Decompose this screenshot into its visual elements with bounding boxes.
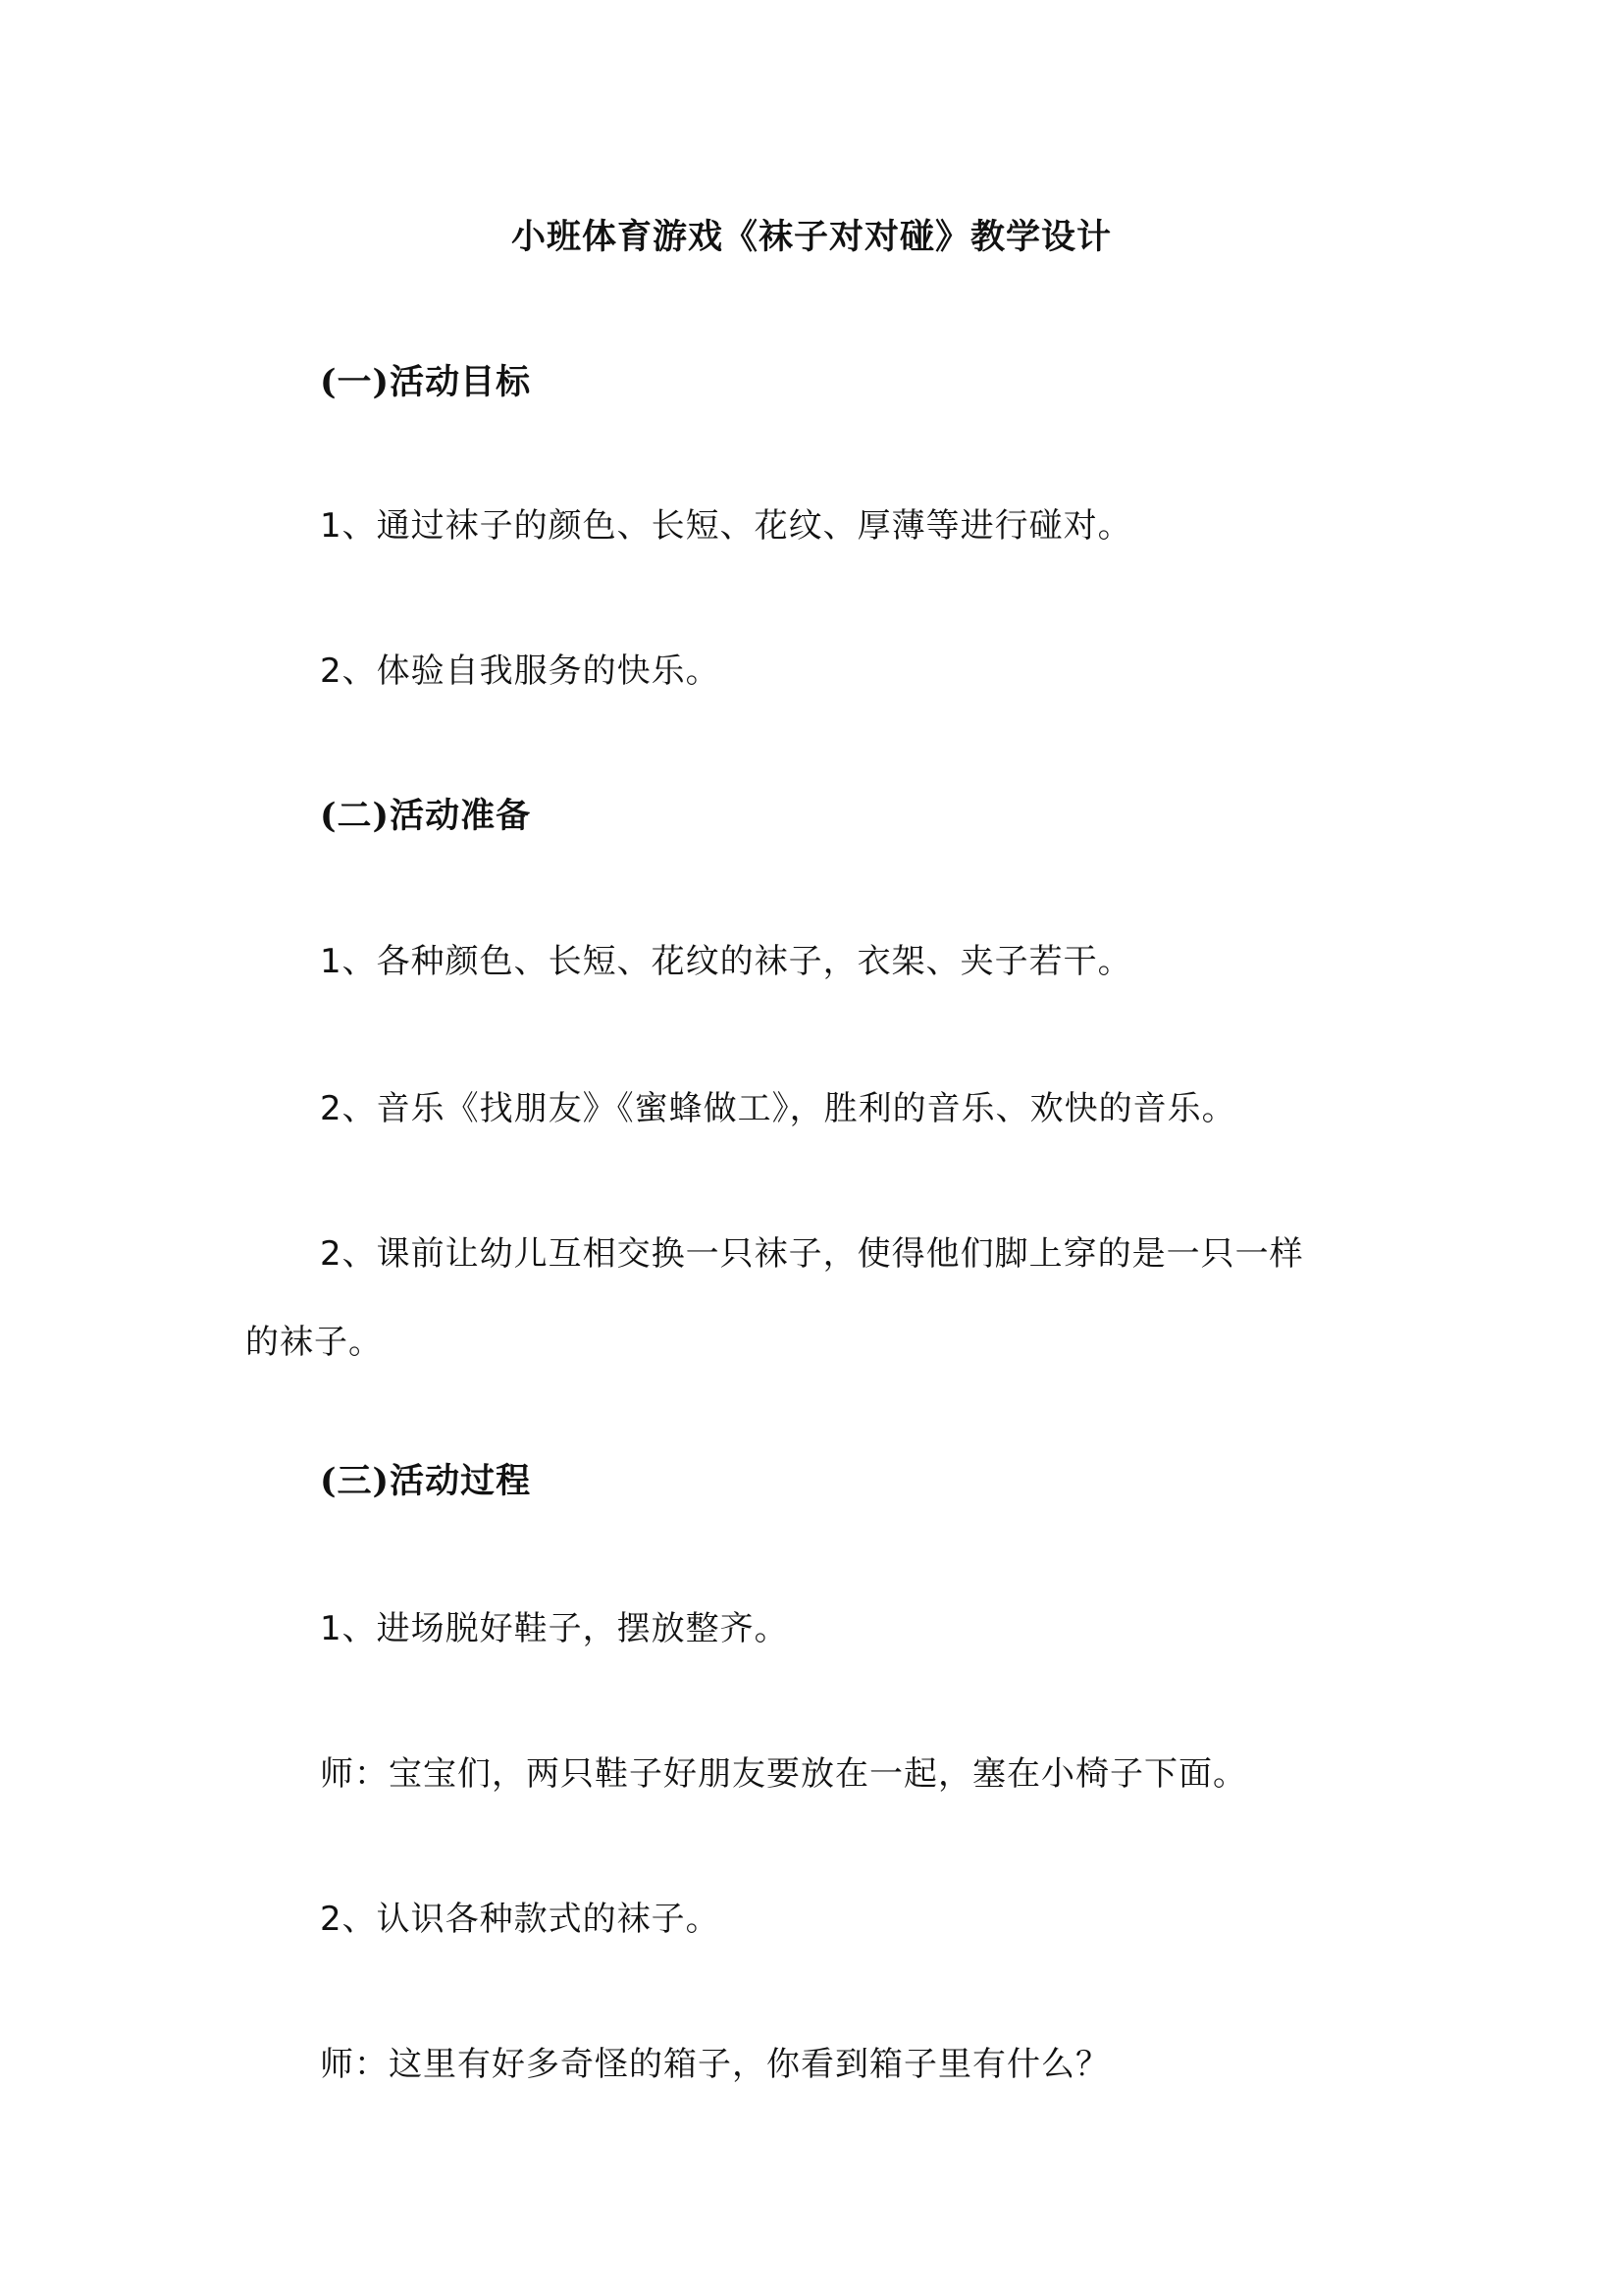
paragraph: 师：这里有好多奇怪的箱子，你看到箱子里有什么？ xyxy=(320,2045,1110,2084)
paragraph: 师：宝宝们，两只鞋子好朋友要放在一起，塞在小椅子下面。 xyxy=(320,1754,1247,1794)
document-title: 小班体育游戏《袜子对对碰》教学设计 xyxy=(510,217,1112,257)
paragraph: 2、体验自我服务的快乐。 xyxy=(320,652,720,691)
paragraph: 2、音乐《找朋友》《蜜蜂做工》，胜利的音乐、欢快的音乐。 xyxy=(320,1089,1236,1128)
paragraph: 1、各种颜色、长短、花纹的袜子，衣架、夹子若干。 xyxy=(320,942,1132,981)
paragraph: 1、通过袜子的颜色、长短、花纹、厚薄等进行碰对。 xyxy=(320,506,1132,546)
paragraph: 1、进场脱好鞋子，摆放整齐。 xyxy=(320,1609,789,1648)
section-heading-preparation: (二)活动准备 xyxy=(320,796,532,836)
section-heading-goals: (一)活动目标 xyxy=(320,362,532,402)
paragraph: 2、认识各种款式的袜子。 xyxy=(320,1900,720,1939)
section-heading-process: (三)活动过程 xyxy=(320,1461,532,1501)
paragraph-continuation: 的袜子。 xyxy=(245,1323,383,1362)
paragraph: 2、课前让幼儿互相交换一只袜子，使得他们脚上穿的是一只一样 xyxy=(320,1234,1304,1274)
